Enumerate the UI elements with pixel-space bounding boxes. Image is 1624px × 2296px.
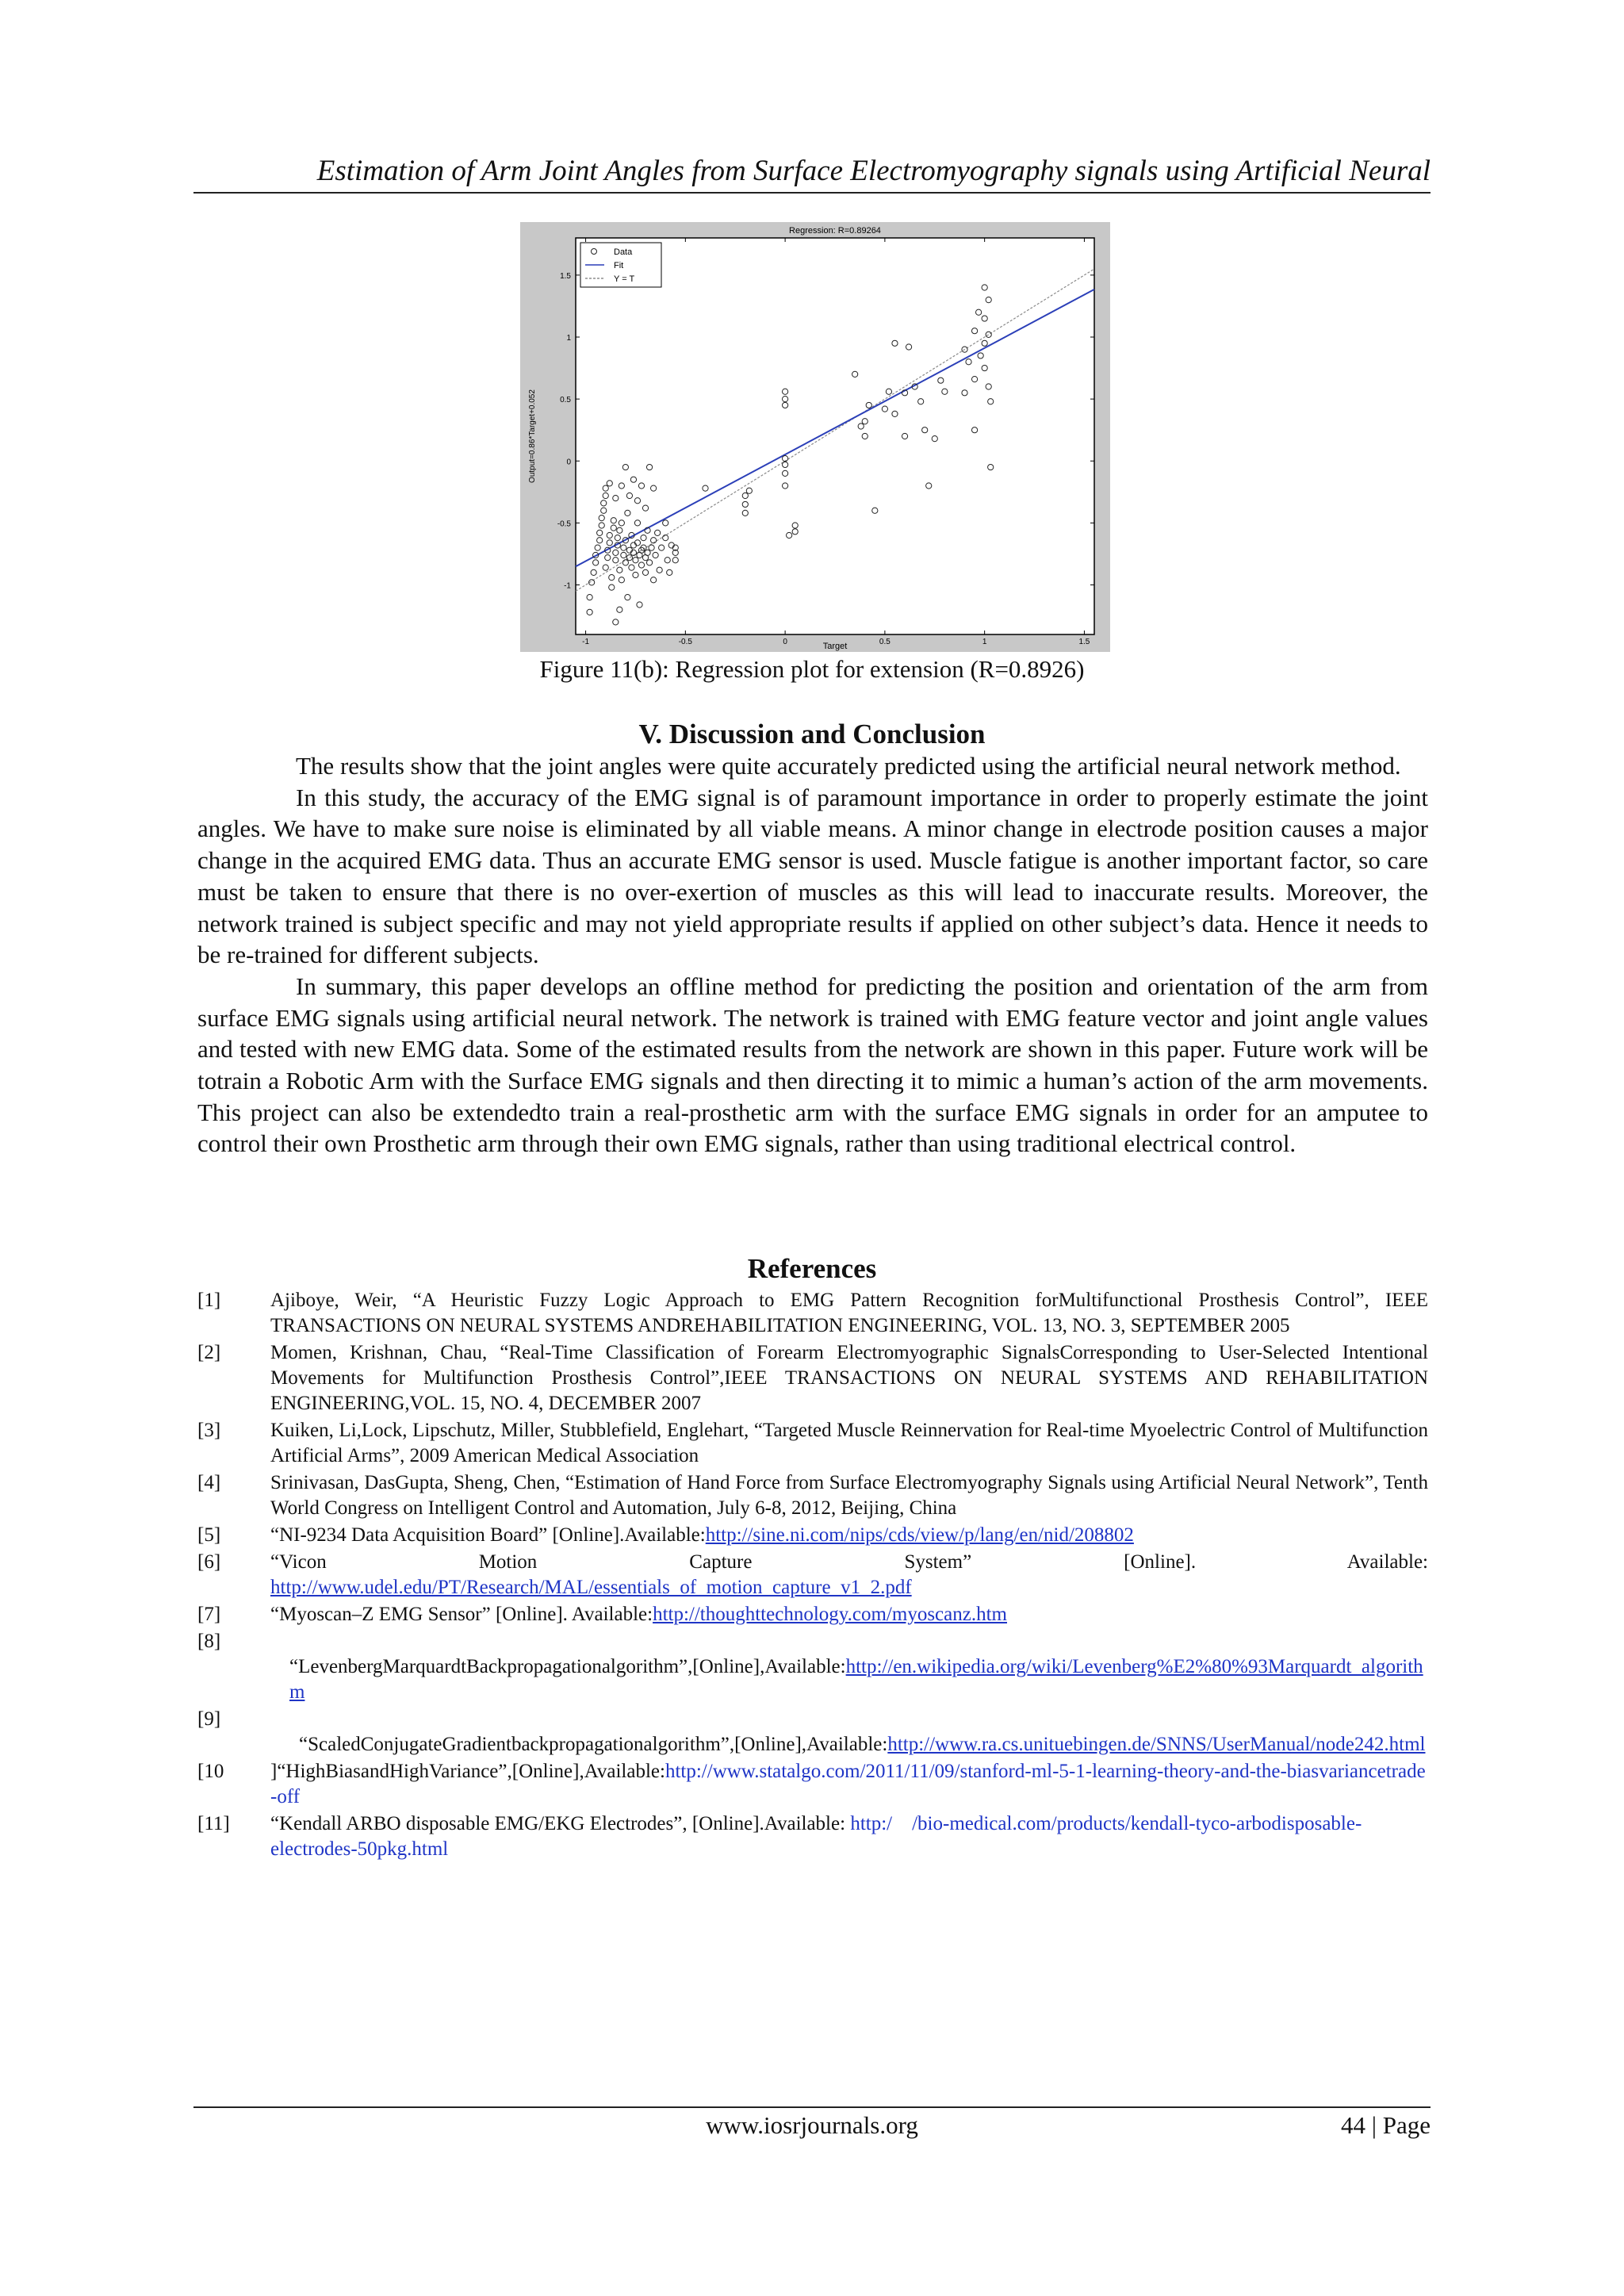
reference-number: [5] xyxy=(197,1524,221,1546)
header-rule xyxy=(193,192,1431,194)
legend-entry-identity: Y = T xyxy=(614,274,635,284)
reference-text: Momen, Krishnan, Chau, “Real-Time Classification of Forearm Electromyographic SignalsCorresponding to User-Selected Intentional Movements for Multifunction Prosthesis Control”,IEEE TRANSACTIONS ON NEURAL SYSTEMS AND REHABILITATION ENGINEERING,VOL. 15, NO. 4, DECEMBER 2007 xyxy=(270,1342,1428,1414)
legend-entry-data: Data xyxy=(614,247,633,257)
reference-number: [10 xyxy=(197,1761,224,1782)
section-title: V. Discussion and Conclusion xyxy=(638,719,986,749)
reference-item xyxy=(197,1418,1428,1469)
chart-legend xyxy=(580,243,661,287)
x-tick-label: -1 xyxy=(582,638,590,646)
reference-link[interactable]: http:/ /bio-medical.com/products/kendall-tyco-arbodisposable-electrodes-50pkg.html xyxy=(270,1813,1362,1860)
running-header: Estimation of Arm Joint Angles from Surface Electromyography signals using Artificial Neural xyxy=(316,155,1431,187)
reference-item xyxy=(197,1550,1428,1600)
section-body xyxy=(197,750,1428,1159)
y-tick-label: -1 xyxy=(564,581,571,591)
reference-number: [9] xyxy=(197,1708,221,1730)
reference-link[interactable]: http://en.wikipedia.org/wiki/Levenberg%E2%80%93Marquardt_algorithm xyxy=(289,1656,1423,1703)
x-axis-label: Target xyxy=(822,642,848,651)
reference-item xyxy=(197,1602,1428,1627)
figure-caption: Figure 11(b): Regression plot for extension (R=0.8926) xyxy=(539,655,1085,683)
reference-number: [4] xyxy=(197,1472,221,1493)
reference-number: [11] xyxy=(197,1813,230,1834)
reference-number: [2] xyxy=(197,1342,221,1363)
x-tick-label: 0.5 xyxy=(879,638,891,646)
y-tick-label: -0.5 xyxy=(557,519,571,529)
x-tick-label: 1 xyxy=(982,638,987,646)
axes-box xyxy=(576,238,1094,634)
reference-number: [1] xyxy=(197,1290,221,1311)
reference-text: “Vicon Motion Capture System” [Online]. Available: xyxy=(270,1551,1428,1573)
footer-page-number: 44 | Page xyxy=(1341,2111,1431,2139)
reference-text: Kuiken, Li,Lock, Lipschutz, Miller, Stubblefield, Englehart, “Targeted Muscle Reinnervation for Real-time Myoelectric Control of Multifunction Artificial Arms”, 2009 American Medical Association xyxy=(270,1420,1428,1466)
x-tick-label: 0 xyxy=(783,638,787,646)
reference-item xyxy=(197,1340,1428,1416)
reference-item xyxy=(197,1629,1428,1705)
reference-item xyxy=(197,1470,1428,1521)
x-tick-label: 1.5 xyxy=(1078,638,1090,646)
reference-item xyxy=(197,1707,1428,1757)
reference-text: “LevenbergMarquardtBackpropagationalgorithm”,[Online],Available: xyxy=(289,1656,846,1677)
references-title: References xyxy=(747,1253,877,1284)
footer-rule xyxy=(193,2106,1431,2108)
legend-entry-fit: Fit xyxy=(614,261,624,270)
reference-text: “NI-9234 Data Acquisition Board” [Online].Available: xyxy=(270,1524,706,1546)
paragraph-1: The results show that the joint angles were quite accurately predicted using the artificial neural network method. xyxy=(296,752,1401,780)
y-tick-label: 0 xyxy=(566,458,571,467)
reference-number: [7] xyxy=(197,1604,221,1625)
reference-text: ]“HighBiasandHighVariance”,[Online],Available: xyxy=(270,1761,665,1782)
x-tick-label: -0.5 xyxy=(678,638,692,646)
reference-text: “Myoscan–Z EMG Sensor” [Online]. Available: xyxy=(270,1604,653,1625)
regression-plot xyxy=(520,222,1110,652)
y-tick-label: 1.5 xyxy=(560,271,571,281)
reference-number: [8] xyxy=(197,1631,221,1652)
reference-link[interactable]: http://www.udel.edu/PT/Research/MAL/essentials_of_motion_capture_v1_2.pdf xyxy=(270,1577,912,1598)
reference-item xyxy=(197,1759,1428,1810)
references-list xyxy=(197,1288,1428,1864)
reference-text: Srinivasan, DasGupta, Sheng, Chen, “Estimation of Hand Force from Surface Electromyography Signals using Artificial Neural Network”, Tenth World Congress on Intelligent Control and Automation, July 6-8, 2012, Beijing, China xyxy=(270,1472,1428,1519)
reference-text: “ScaledConjugateGradientbackpropagationalgorithm”,[Online],Available: xyxy=(299,1734,888,1755)
reference-link[interactable]: http://thoughttechnology.com/myoscanz.htm xyxy=(653,1604,1007,1625)
reference-number: [6] xyxy=(197,1551,221,1573)
reference-item xyxy=(197,1288,1428,1339)
reference-text: Ajiboye, Weir, “A Heuristic Fuzzy Logic Approach to EMG Pattern Recognition forMultifunctional Prosthesis Control”, IEEE TRANSACTIONS ON NEURAL SYSTEMS ANDREHABILITATION ENGINEERING, VOL. 13, NO. 3, SEPTEMBER 2005 xyxy=(270,1290,1428,1336)
chart-title: Regression: R=0.89264 xyxy=(789,226,881,236)
reference-text: “Kendall ARBO disposable EMG/EKG Electrodes”, [Online].Available: xyxy=(270,1813,851,1834)
footer-site[interactable]: www.iosrjournals.org xyxy=(706,2111,918,2139)
paragraph-2: In this study, the accuracy of the EMG signal is of paramount importance in order to properly estimate the joint angles. We have to make sure noise is eliminated by all viable means. A minor change in electrode position causes a major change in the acquired EMG data. Thus an accurate EMG sensor is used. Muscle fatigue is another important factor, so care must be taken to ensure that there is no over-exertion of muscles as this will lead to inaccurate results. Moreover, the network trained is subject specific and may not yield appropriate results if applied on other subject’s data. Hence it needs to be re-trained for different subjects. xyxy=(197,783,1428,969)
y-tick-label: 0.5 xyxy=(560,396,571,405)
y-axis-label: Output=0.86*Target+0.052 xyxy=(528,389,537,483)
paragraph-3: In summary, this paper develops an offline method for predicting the position and orientation of the arm from surface EMG signals using artificial neural network. The network is trained with EMG feature vector and joint angle values and tested with new EMG data. Some of the estimated results from the network are shown in this paper. Future work will be totrain a Robotic Arm with the Surface EMG signals and then directing it to mimic a human’s action of the arm movements. This project can also be extendedto train a real-prosthetic arm with the surface EMG signals in order for an amputee to control their own Prosthetic arm through their own EMG signals, rather than using traditional electrical control. xyxy=(197,972,1428,1158)
reference-item xyxy=(197,1811,1428,1862)
reference-link[interactable]: http://www.ra.cs.unituebingen.de/SNNS/UserManual/node242.html xyxy=(887,1734,1426,1755)
reference-item xyxy=(197,1523,1428,1548)
reference-link[interactable]: http://sine.ni.com/nips/cds/view/p/lang/en/nid/208802 xyxy=(705,1524,1134,1546)
y-tick-label: 1 xyxy=(566,334,571,343)
reference-number: [3] xyxy=(197,1420,221,1441)
reference-link[interactable]: http://www.statalgo.com/2011/11/09/stanford-ml-5-1-learning-theory-and-the-biasvariancetrade-off xyxy=(270,1761,1426,1807)
